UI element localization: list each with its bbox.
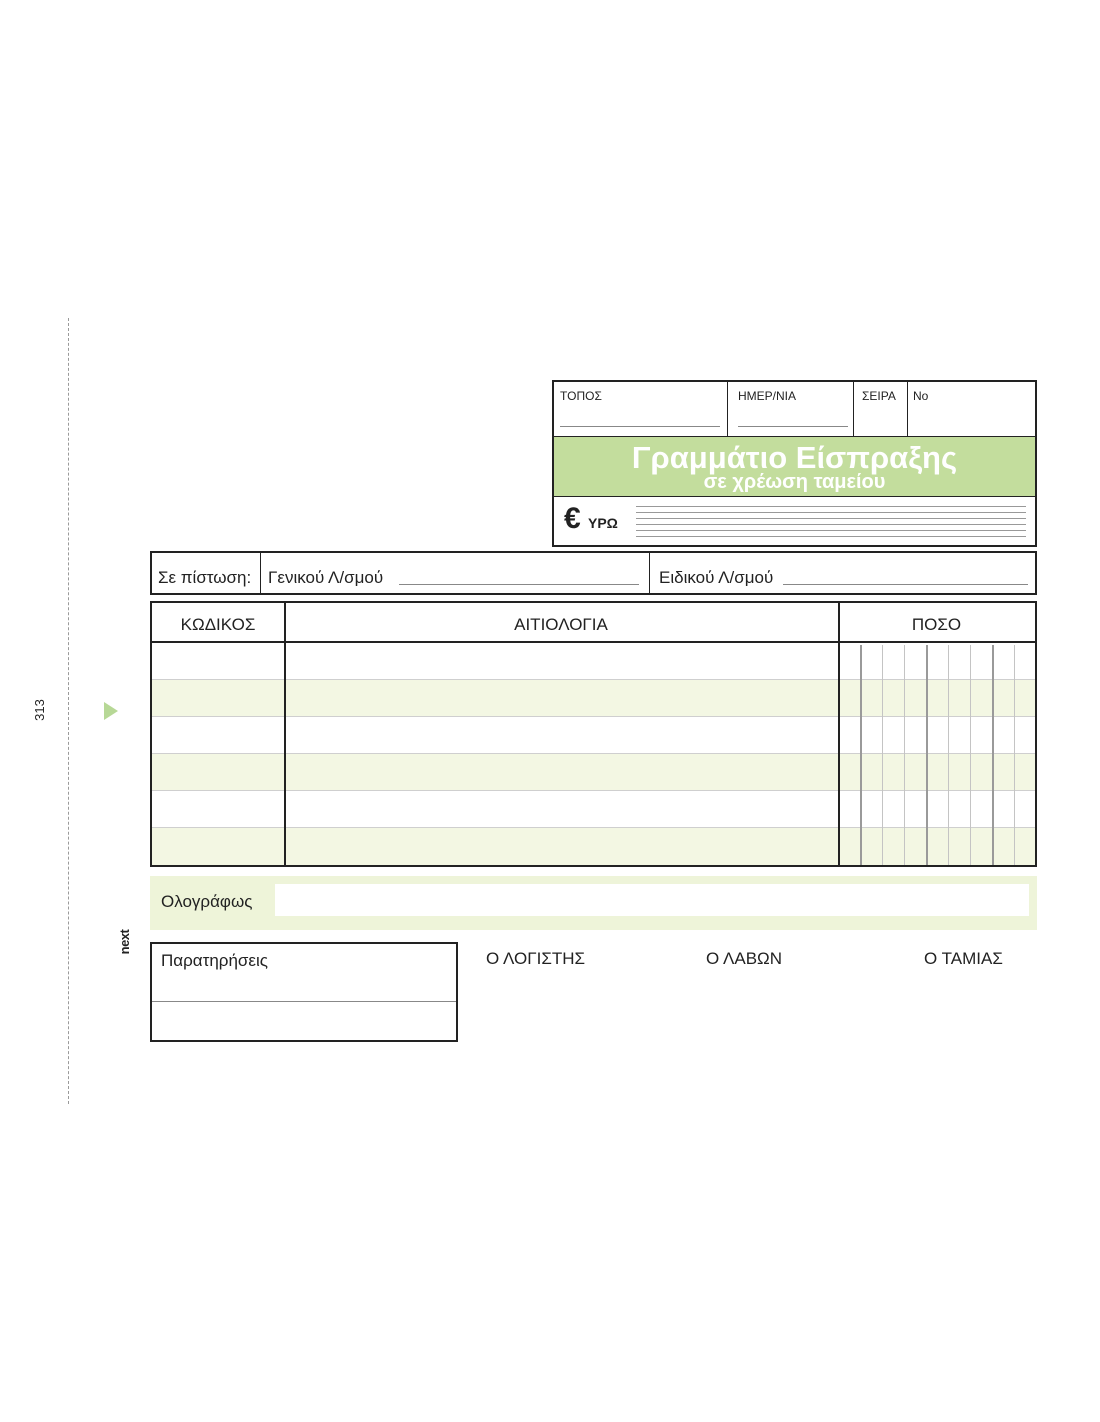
credit-label-cell: [152, 553, 261, 593]
column-header-code: ΚΩΔΙΚΟΣ: [180, 615, 256, 634]
signature-cashier: Ο ΤΑΜΙΑΣ: [924, 949, 1003, 968]
euro-row[interactable]: [554, 497, 1035, 545]
general-account-field[interactable]: [399, 584, 639, 585]
date-label: ΗΜΕΡ/ΝΙΑ: [738, 389, 797, 403]
remarks-label: Παρατηρήσεις: [161, 951, 268, 970]
credit-row: [150, 551, 1037, 595]
series-label: ΣΕΙΡΑ: [862, 389, 896, 403]
series-cell[interactable]: [854, 382, 908, 436]
column-divider: [284, 603, 286, 865]
special-account-label: Ειδικού Λ/σμού: [659, 568, 774, 587]
amount-digit-grid: [840, 645, 1035, 865]
brand-logo: next: [117, 929, 132, 955]
general-account-label: Γενικού Λ/σμού: [268, 568, 384, 587]
in-words-label: Ολογράφως: [161, 892, 253, 911]
signature-receiver: Ο ΛΑΒΩΝ: [706, 949, 783, 968]
topos-label: ΤΟΠΟΣ: [560, 389, 602, 403]
topos-field[interactable]: [560, 426, 720, 427]
items-table: [150, 601, 1037, 867]
document-title: Γραμμάτιο Είσπραξης: [631, 440, 958, 475]
page-number: 313: [32, 699, 47, 721]
euro-suffix: ΥΡΩ: [588, 515, 618, 531]
remarks-field-2[interactable]: [152, 1002, 456, 1040]
credit-label: Σε πίστωση:: [158, 568, 252, 587]
special-account-field[interactable]: [783, 584, 1028, 585]
number-cell[interactable]: [908, 382, 1035, 436]
perforation-line: [68, 318, 69, 1104]
remarks-field-1[interactable]: [152, 944, 456, 1002]
date-field[interactable]: [738, 426, 848, 427]
euro-lines: [636, 506, 1026, 538]
column-header-amount: ΠΟΣΟ: [911, 615, 962, 634]
in-words-field[interactable]: [275, 884, 1029, 916]
signature-accountant: Ο ΛΟΓΙΣΤΗΣ: [486, 949, 585, 968]
in-words-band: [150, 876, 1037, 930]
title-band: [554, 436, 1035, 497]
special-account-cell: [650, 553, 1035, 593]
remarks-box: [150, 942, 458, 1042]
date-cell: [728, 382, 854, 436]
arrow-marker-icon: [104, 702, 118, 720]
general-account-cell: [261, 553, 650, 593]
column-header-description: ΑΙΤΙΟΛΟΓΙΑ: [514, 615, 608, 634]
header-box: [552, 380, 1037, 547]
number-label: No: [913, 389, 929, 403]
document-subtitle: σε χρέωση ταμείου: [703, 471, 886, 493]
euro-icon: €: [564, 502, 581, 535]
topos-cell: [554, 382, 728, 436]
